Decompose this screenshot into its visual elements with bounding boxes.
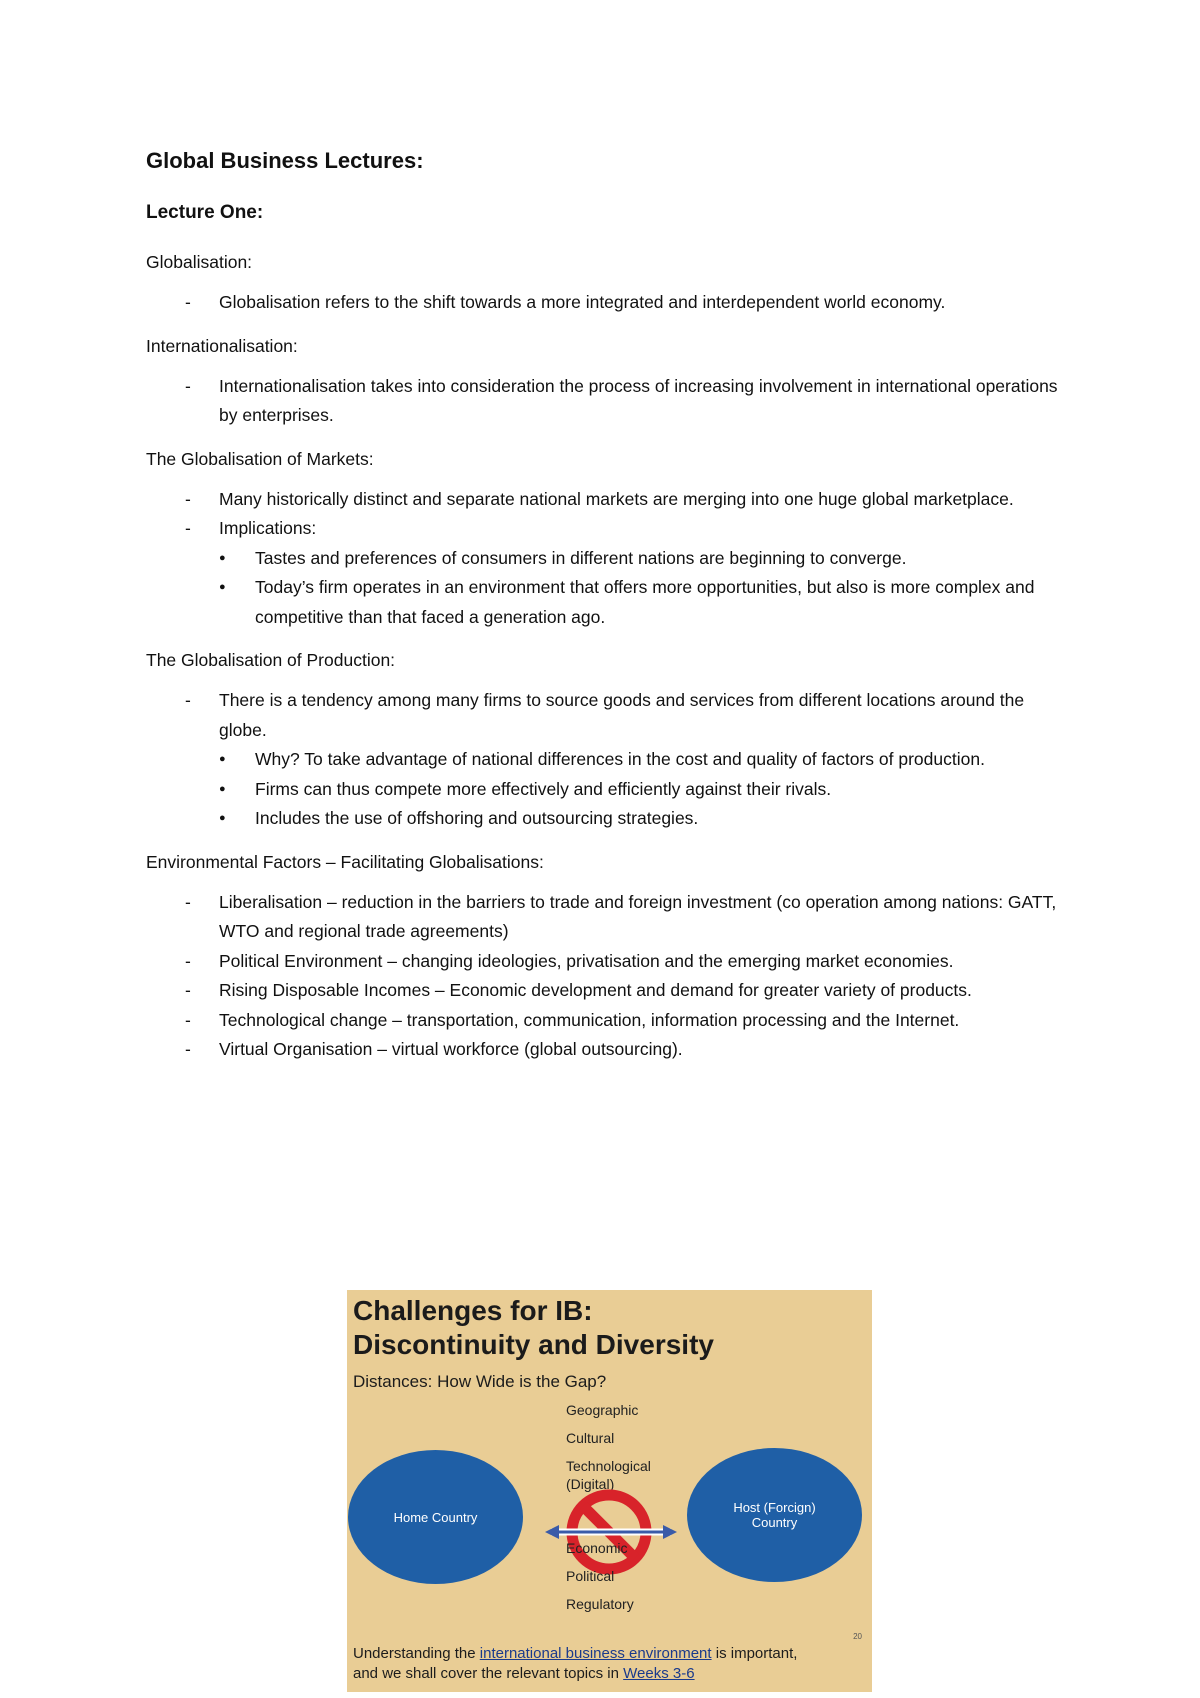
section-heading-markets: The Globalisation of Markets:	[146, 448, 374, 469]
footer-link-weeks: Weeks 3-6	[623, 1665, 695, 1682]
section-heading-environmental: Environmental Factors – Facilitating Globalisations:	[146, 851, 544, 872]
production-list	[146, 686, 1066, 834]
slide-title	[353, 1294, 714, 1362]
gap-label: Regulatory	[566, 1596, 634, 1612]
implications-label: Implications:	[219, 518, 317, 538]
list-item: - Political Environment – changing ideologies, privatisation and the emerging market economies.	[146, 947, 1066, 977]
sub-list-item: ● Today’s firm operates in an environment that offers more opportunities, but also is more complex and competitive than that faced a generation ago.	[219, 573, 1066, 632]
slide-title-line2: Discontinuity and Diversity	[353, 1329, 714, 1360]
embedded-slide-image	[347, 1290, 872, 1692]
globalisation-list	[146, 288, 1066, 318]
lecture-title: Lecture One:	[146, 202, 264, 223]
slide-title-line1: Challenges for IB:	[353, 1295, 593, 1326]
gap-label: Economic	[566, 1540, 628, 1556]
list-item: - Liberalisation – reduction in the barriers to trade and foreign investment (co operation among nations: GATT, WTO and regional trade agreements)	[146, 888, 1066, 947]
environmental-list	[146, 888, 1066, 1065]
list-item: - Rising Disposable Incomes – Economic development and demand for greater variety of products.	[146, 976, 1066, 1006]
footer-suffix: is important,	[711, 1645, 798, 1662]
sub-list-item: ● Includes the use of offshoring and outsourcing strategies.	[219, 804, 1066, 834]
list-item: - Internationalisation takes into consideration the process of increasing involvement in international operations by enterprises.	[146, 372, 1066, 431]
gap-label: (Digital)	[566, 1476, 615, 1492]
sub-list-item: ● Tastes and preferences of consumers in different nations are beginning to converge.	[219, 544, 1066, 574]
sub-list-item: ● Why? To take advantage of national differences in the cost and quality of factors of production.	[219, 745, 1066, 775]
list-item: - Technological change – transportation, communication, information processing and the Internet.	[146, 1006, 1066, 1036]
home-country-ellipse	[348, 1450, 523, 1584]
slide-subtitle: Distances: How Wide is the Gap?	[353, 1372, 607, 1391]
section-heading-globalisation: Globalisation:	[146, 252, 253, 272]
list-item-implications	[146, 514, 1066, 632]
slide-page-number: 20	[853, 1632, 862, 1641]
host-country-line2: Country	[751, 1515, 798, 1530]
list-item: - Globalisation refers to the shift towards a more integrated and interdependent world economy.	[146, 288, 1066, 318]
gap-label: Political	[566, 1568, 615, 1584]
slide-footer-line2	[353, 1664, 797, 1684]
sub-list-item: ● Firms can thus compete more effectively and efficiently against their rivals.	[219, 775, 1066, 805]
footer-link-ib-environment: international business environment	[479, 1645, 712, 1662]
production-sublist	[219, 745, 1066, 834]
home-country-label: Home Country	[393, 1509, 478, 1525]
list-item: - Virtual Organisation – virtual workforce (global outsourcing).	[146, 1035, 1066, 1065]
no-gap-icon	[537, 1482, 687, 1582]
footer-prefix: Understanding the	[353, 1645, 480, 1662]
host-country-label	[733, 1500, 815, 1530]
gap-label: Geographic	[566, 1402, 639, 1418]
section-heading-internationalisation: Internationalisation:	[146, 335, 298, 356]
implications-sublist	[219, 544, 1066, 633]
document-title: Global Business Lectures:	[146, 148, 424, 173]
section-heading-production: The Globalisation of Production:	[146, 650, 396, 670]
list-item: - Many historically distinct and separate national markets are merging into one huge global marketplace.	[146, 485, 1066, 515]
document-content	[146, 248, 1066, 1079]
slide-footer	[353, 1644, 797, 1684]
host-country-ellipse	[687, 1448, 862, 1582]
production-item-text: There is a tendency among many firms to source goods and services from different locations around the globe.	[219, 690, 1025, 740]
footer-line2-prefix: and we shall cover the relevant topics in	[353, 1665, 624, 1682]
slide-footer-line1	[353, 1644, 797, 1664]
gap-label: Cultural	[566, 1430, 615, 1446]
host-country-line1: Host (Forcign)	[733, 1500, 816, 1515]
markets-list	[146, 485, 1066, 633]
internationalisation-list	[146, 372, 1066, 431]
gap-label: Technological	[566, 1458, 651, 1474]
list-item	[146, 686, 1066, 834]
